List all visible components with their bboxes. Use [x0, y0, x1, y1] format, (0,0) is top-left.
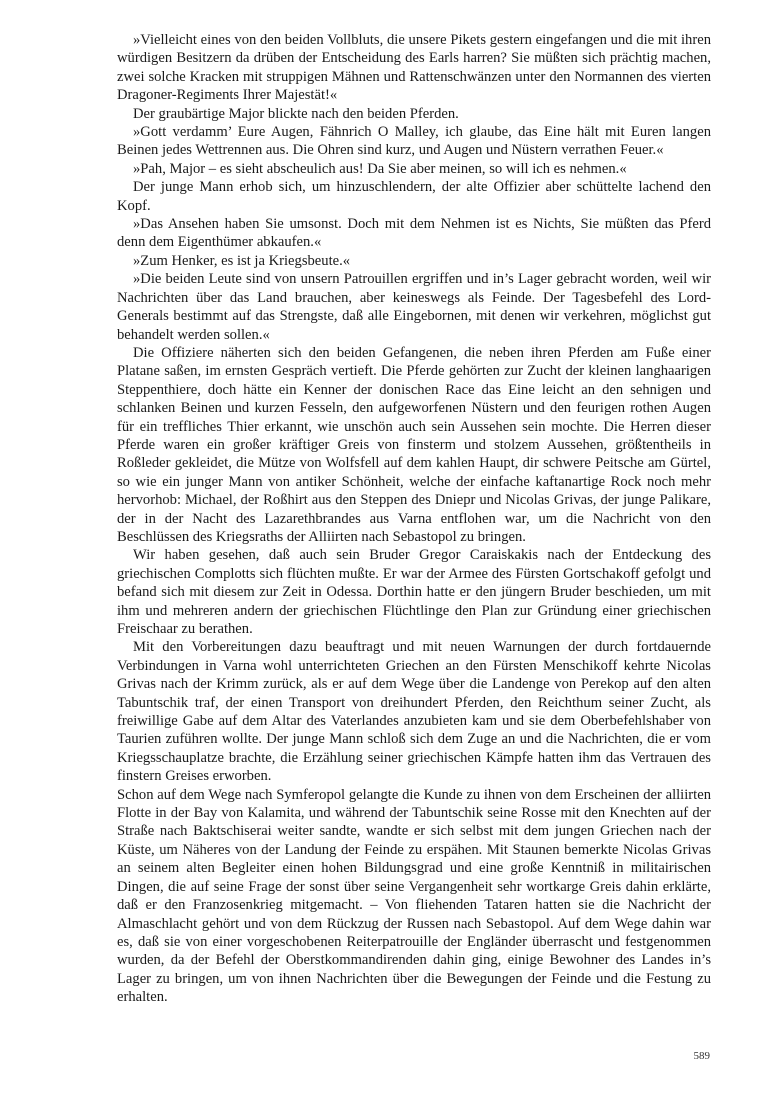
- paragraph: »Pah, Major – es sieht abscheulich aus! Da Sie aber meinen, so will ich es nehmen.«: [133, 160, 627, 177]
- paragraph: »Die beiden Leute sind von unsern Patrouillen ergriffen und in’s Lager gebracht worden, weil wir Nachrichten über das Land brauchen, aber keineswegs als Feinde. Der Tagesbefehl des Lord-Generals bestimmt auf das Strengste, daß alle Eingebornen, mit denen wir verkehren, möglichst gut behandelt werden sollen.«: [117, 271, 711, 343]
- paragraph: Der junge Mann erhob sich, um hinzuschlendern, der alte Offizier aber schüttelte lachend den Kopf.: [117, 179, 711, 214]
- paragraph: »Vielleicht eines von den beiden Vollbluts, die unsere Pikets gestern eingefangen und die mit ihren würdigen Besitzern da drüben der Entscheidung des Earls harren? Sie müßten sich prächtig machen, zwei solche Kracken mit struppigen Mähnen und Rattenschwänzen unter den Normannen des vierten Dragoner-Regiments Ihrer Majestät!«: [117, 32, 711, 104]
- page-number: 589: [693, 1050, 710, 1062]
- paragraph: Schon auf dem Wege nach Symferopol gelangte die Kunde zu ihnen von dem Erscheinen der alliirten Flotte in der Bay von Kalamita, und während der Tabuntschik seine Rosse mit den Knechten auf der Straße nach Baktschiserai weiter sandte, wandte er sich selbst mit dem jungen Griechen nach der Küste, um Näheres von der Landung der Feinde zu erspähen. Mit Staunen bemerkte Nicolas Grivas an seinem alten Begleiter einen hohen Bildungsgrad und eine große Kenntniß in militairischen Dingen, die auf seine Frage der sonst über seine Vergangenheit sehr wortkarge Greis dahin erklärte, daß er den Franzosenkrieg mitgemacht. – Von fliehenden Tataren hatten sie die Nachricht der Almaschlacht gehört und von dem Rückzug der Russen nach Sebastopol. Auf dem Wege dahin war es, daß sie von einer vorgeschobenen Reiterpatrouille der Engländer überrascht und festgenommen wurden, da der Befehl der Oberstkommandirenden dahin ging, einige Bewohner des Landes in’s Lager zu bringen, um von ihnen Nachrichten über die Bewegungen der Feinde und die Festung zu erhalten.: [117, 786, 711, 1006]
- paragraph: Der graubärtige Major blickte nach den beiden Pferden.: [133, 105, 459, 122]
- paragraph: »Gott verdamm’ Eure Augen, Fähnrich O Malley, ich glaube, das Eine hält mit Euren langen Beinen jedes Wettrennen aus. Die Ohren sind kurz, und Augen und Nüstern verrathen Feuer.«: [117, 124, 711, 159]
- paragraph: Mit den Vorbereitungen dazu beauftragt und mit neuen Warnungen der durch fortdauernde Verbindungen in Varna wohl unterrichteten Griechen an den Fürsten Menschikoff kehrte Nicolas Grivas nach der Krimm zurück, als er auf dem Wege über die Landenge von Perekop auf den alten Tabuntschik traf, der einen Transport von dreihundert Pferden, den Reichthum seiner Zucht, als freiwillige Gabe auf dem Altar des Vaterlandes anzubieten kam und sie dem Oberbefehlshaber von Taurien zuführen wollte. Der junge Mann schloß sich dem Zuge an und die Nachrichten, die er vom Kriegsschauplatze brachte, die Erzählung seiner griechischen Kämpfe hatten ihm das Vertrauen des finstern Greises erworben.: [117, 639, 711, 785]
- paragraph: »Das Ansehen haben Sie umsonst. Doch mit dem Nehmen ist es Nichts, Sie müßten das Pferd denn dem Eigenthümer abkaufen.«: [117, 216, 711, 251]
- paragraph: Die Offiziere näherten sich den beiden Gefangenen, die neben ihren Pferden am Fuße einer Platane saßen, im ernsten Gespräch vertieft. Die Pferde gehörten zur Zucht der kleinen langhaarigen Steppenthiere, doch hätte ein Kenner der donischen Race das Eine leicht an den sehnigen und schlanken Beinen und kurzen Fesseln, den aufgeworfenen Nüstern und den feurigen rothen Augen für ein treffliches Thier erkannt, wie unschön auch sein Aussehen sein mochte. Die Herren dieser Pferde waren ein großer kräftiger Greis von finsterm und stolzem Aussehen, größtentheils in Roßleder gekleidet, die Mütze von Wolfsfell auf dem kahlen Haupt, dir schwere Peitsche am Gürtel, so wie ein junger Mann von antiker Schönheit, welche der einfache kaftanartige Rock noch mehr hervorhob: Michael, der Roßhirt aus den Steppen des Dniepr und Nicolas Grivas, der junge Palikare, der in der Nacht des Lazarethbrandes aus Varna entflohen war, um die Nachricht von den Beschlüssen des Kriegsraths der Alliirten nach Sebastopol zu bringen.: [117, 344, 711, 545]
- page-text-block: [117, 31, 711, 1007]
- paragraph: »Zum Henker, es ist ja Kriegsbeute.«: [133, 252, 351, 269]
- paragraph: Wir haben gesehen, daß auch sein Bruder Gregor Caraiskakis nach der Entdeckung des griechischen Complotts sich flüchten mußte. Er war der Armee des Fürsten Gortschakoff gefolgt und befand sich mit diesem zur Zeit in Odessa. Dorthin hatte er den jüngern Bruder beschieden, um mit ihm und mehreren andern der griechischen Flüchtlinge den Plan zur Gründung einer griechischen Freischaar zu berathen.: [117, 547, 711, 637]
